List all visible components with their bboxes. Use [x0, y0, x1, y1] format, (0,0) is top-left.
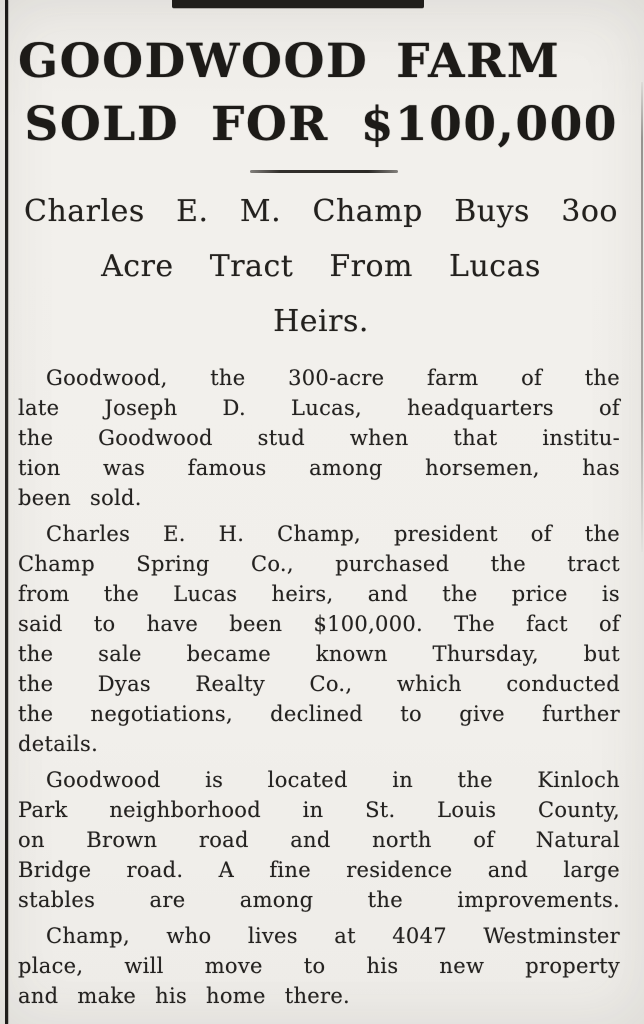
subheadline-line-2: Acre Tract From Lucas: [101, 249, 541, 284]
paragraph-3: [18, 765, 620, 915]
headline: [18, 34, 620, 153]
body-line: the sale became known Thursday, but: [18, 642, 620, 666]
subheadline-line-1: Charles E. M. Champ Buys 3oo: [24, 194, 618, 229]
body-line: details.: [18, 732, 99, 756]
body-line: late Joseph D. Lucas, headquarters of: [18, 396, 620, 420]
body-line: Park neighborhood in St. Louis County,: [18, 798, 620, 822]
body-line: been sold.: [18, 486, 142, 510]
body-line: stables are among the improvements.: [18, 888, 620, 912]
body-line: Champ Spring Co., purchased the tract: [18, 552, 620, 576]
body-line: Charles E. H. Champ, president of the: [46, 522, 620, 546]
paragraph-4: [18, 921, 620, 1011]
body-line: and make his home there.: [18, 984, 351, 1008]
body-line: said to have been $100,000. The fact of: [18, 612, 620, 636]
body-line: on Brown road and north of Natural: [18, 828, 620, 852]
headline-line-1: GOODWOOD FARM: [18, 34, 561, 89]
subheadline: [24, 184, 618, 349]
article-body: [18, 363, 620, 1011]
body-line: place, will move to his new property: [18, 954, 620, 978]
body-line: the negotiations, declined to give further: [18, 702, 620, 726]
body-line: tion was famous among horsemen, has: [18, 456, 620, 480]
body-line: Champ, who lives at 4047 Westminster: [46, 924, 620, 948]
paragraph-2: [18, 519, 620, 759]
headline-divider: [250, 170, 398, 173]
paragraph-1: [18, 363, 620, 513]
subheadline-line-3: Heirs.: [273, 304, 369, 339]
body-line: Bridge road. A fine residence and large: [18, 858, 620, 882]
body-line: from the Lucas heirs, and the price is: [18, 582, 620, 606]
body-line: Goodwood is located in the Kinloch: [46, 768, 620, 792]
body-line: the Goodwood stud when that institu-: [18, 426, 620, 450]
body-line: Goodwood, the 300-acre farm of the: [46, 366, 620, 390]
body-line: the Dyas Realty Co., which conducted: [18, 672, 620, 696]
headline-line-2: SOLD FOR $100,000: [24, 97, 618, 152]
